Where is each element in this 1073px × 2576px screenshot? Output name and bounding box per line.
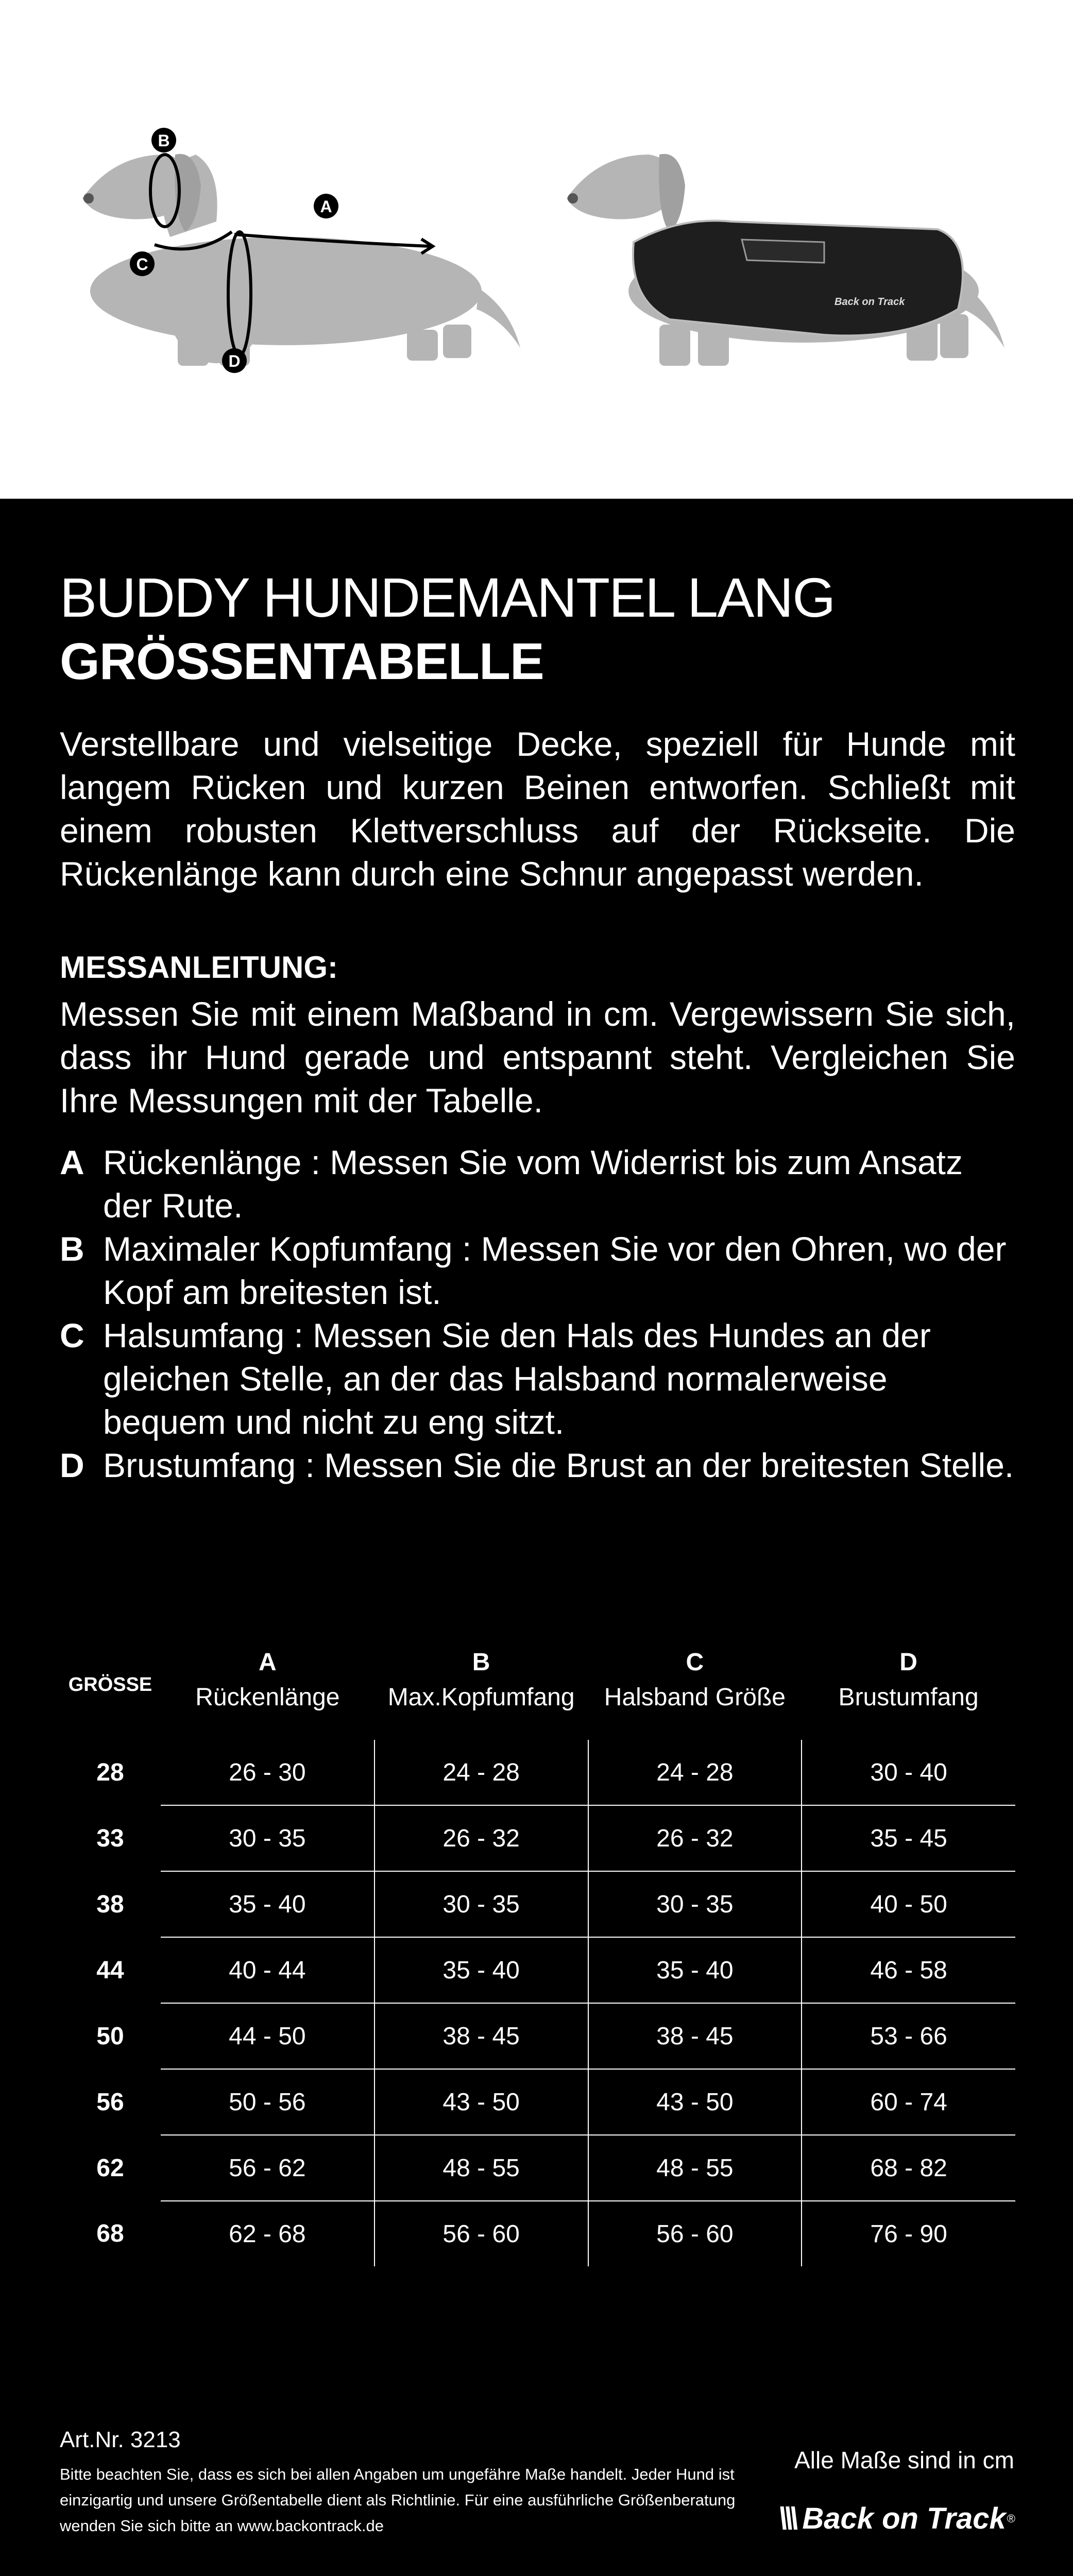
value-cell-b: 48 - 55 [374, 2135, 588, 2201]
svg-text:D: D [228, 352, 241, 370]
footer [60, 2426, 1015, 2539]
value-cell-c: 48 - 55 [588, 2135, 802, 2201]
value-cell-d: 40 - 50 [802, 1871, 1015, 1937]
value-cell-b: 56 - 60 [374, 2201, 588, 2266]
description-section [60, 567, 1015, 1487]
column-header-b: B Max.Kopfumfang [387, 1649, 575, 1711]
svg-text:C: C [136, 255, 148, 274]
value-cell-c: 24 - 28 [588, 1740, 802, 1805]
size-cell: 44 [96, 1956, 124, 1984]
svg-text:A: A [320, 197, 332, 216]
value-cell-a: 44 - 50 [161, 2003, 374, 2069]
value-cell-c: 35 - 40 [588, 1937, 802, 2003]
disclaimer-text: Bitte beachten Sie, dass es sich bei allen Angaben um ungefähre Maße handelt. Jeder Hund ist einzigartig und unsere Größentabelle dient als Richtlinie. Für eine ausführliche Größenberatung wenden Sie sich bitte an www.backontrack.de [60, 2465, 736, 2535]
measure-label-C [130, 251, 155, 276]
value-cell-d: 76 - 90 [802, 2201, 1015, 2266]
dog-with-coat-figure [567, 154, 1004, 366]
table-row [60, 1937, 1015, 2003]
table-row [60, 2201, 1015, 2266]
value-cell-c: 56 - 60 [588, 2201, 802, 2266]
table-body [60, 1740, 1015, 2266]
measure-label-D [222, 348, 247, 373]
value-cell-a: 30 - 35 [161, 1805, 374, 1871]
column-header-d: D Brustumfang [838, 1649, 979, 1711]
value-cell-c: 26 - 32 [588, 1805, 802, 1871]
value-cell-a: 35 - 40 [161, 1871, 374, 1937]
value-cell-d: 35 - 45 [802, 1805, 1015, 1871]
article-number: Art.Nr. 3213 [60, 2427, 181, 2452]
brand-mark-icon: \\\ [778, 2501, 795, 2536]
value-cell-a: 26 - 30 [229, 1758, 306, 1786]
size-column-header: GRÖSSE [68, 1674, 152, 1696]
illustration-panel [0, 0, 1073, 499]
value-cell-b: 35 - 40 [374, 1937, 588, 2003]
table-row [60, 2069, 1015, 2135]
units-note: Alle Maße sind in cm [794, 2447, 1014, 2473]
brand-logo [778, 2501, 1015, 2536]
table-row [60, 1740, 1015, 1805]
value-cell-a: 62 - 68 [161, 2201, 374, 2266]
size-cell: 56 [96, 2088, 124, 2116]
size-cell: 50 [96, 2022, 124, 2050]
table-header-row [60, 1641, 1015, 1716]
value-cell-d: 46 - 58 [802, 1937, 1015, 2003]
value-cell-d: 68 - 82 [802, 2135, 1015, 2201]
measurement-item-a: A Rückenlänge : Messen Sie vom Widerrist bis zum Ansatz der Rute. [60, 1143, 963, 1225]
table-row [60, 2135, 1015, 2201]
registered-mark: ® [1007, 2512, 1015, 2525]
size-cell: 62 [96, 2154, 124, 2182]
value-cell-c: 30 - 35 [588, 1871, 802, 1937]
brand-wordmark: Back on Track [802, 2502, 1006, 2535]
dog-measurement-diagram [0, 0, 1073, 499]
measurement-list [60, 1141, 1015, 1487]
value-cell-b: 43 - 50 [374, 2069, 588, 2135]
size-cell: 38 [96, 1890, 124, 1918]
size-table-grid [60, 1641, 1015, 2266]
value-cell-a: 50 - 56 [161, 2069, 374, 2135]
value-cell-b: 24 - 28 [374, 1740, 588, 1805]
column-header-c: C Halsband Größe [604, 1649, 786, 1711]
value-cell-b: 26 - 32 [374, 1805, 588, 1871]
table-row [60, 1871, 1015, 1937]
value-cell-b: 38 - 45 [374, 2003, 588, 2069]
value-cell-b: 30 - 35 [374, 1871, 588, 1937]
size-chart-title: GRÖSSENTABELLE [60, 633, 544, 690]
column-header-a: A Rückenlänge [195, 1649, 340, 1711]
value-cell-a: 56 - 62 [161, 2135, 374, 2201]
instructions-text: Messen Sie mit einem Maßband in cm. Vergewissern Sie sich, dass ihr Hund gerade und entspannt steht. Vergleichen Sie Ihre Messungen mit der Tabelle. [60, 995, 1015, 1120]
table-row [60, 2003, 1015, 2069]
value-cell-d: 30 - 40 [802, 1740, 1015, 1805]
value-cell-c: 43 - 50 [588, 2069, 802, 2135]
svg-text:B: B [158, 131, 170, 150]
product-title: BUDDY HUNDEMANTEL LANG [60, 566, 835, 629]
measurement-item-d: D Brustumfang : Messen Sie die Brust an der breitesten Stelle. [60, 1446, 1014, 1484]
size-table [60, 1641, 1015, 2266]
measure-label-B [151, 128, 176, 152]
value-cell-c: 38 - 45 [588, 2003, 802, 2069]
size-cell: 28 [96, 1759, 124, 1786]
product-description: Verstellbare und vielseitige Decke, speziell für Hunde mit langem Rücken und kurzen Beinen entworfen. Schließt mit einem robusten Klettverschluss auf der Rückseite. Die Rückenlänge kann durch eine Schnur angepasst werden. [60, 725, 1015, 893]
size-cell: 33 [96, 1824, 124, 1852]
value-cell-d: 60 - 74 [802, 2069, 1015, 2135]
coat-logo: Back on Track [834, 296, 905, 308]
measurement-item-c: C Halsumfang : Messen Sie den Hals des Hundes an der gleichen Stelle, an der das Halsband normalerweise bequem und nicht zu eng sitzt. [60, 1316, 931, 1441]
value-cell-a: 40 - 44 [161, 1937, 374, 2003]
table-row [60, 1805, 1015, 1871]
instructions-heading: MESSANLEITUNG: [60, 950, 338, 985]
measurement-item-b: B Maximaler Kopfumfang : Messen Sie vor den Ohren, wo der Kopf am breitesten ist. [60, 1230, 1007, 1311]
value-cell-d: 53 - 66 [802, 2003, 1015, 2069]
measure-label-A [314, 194, 338, 218]
size-cell: 68 [96, 2220, 124, 2247]
